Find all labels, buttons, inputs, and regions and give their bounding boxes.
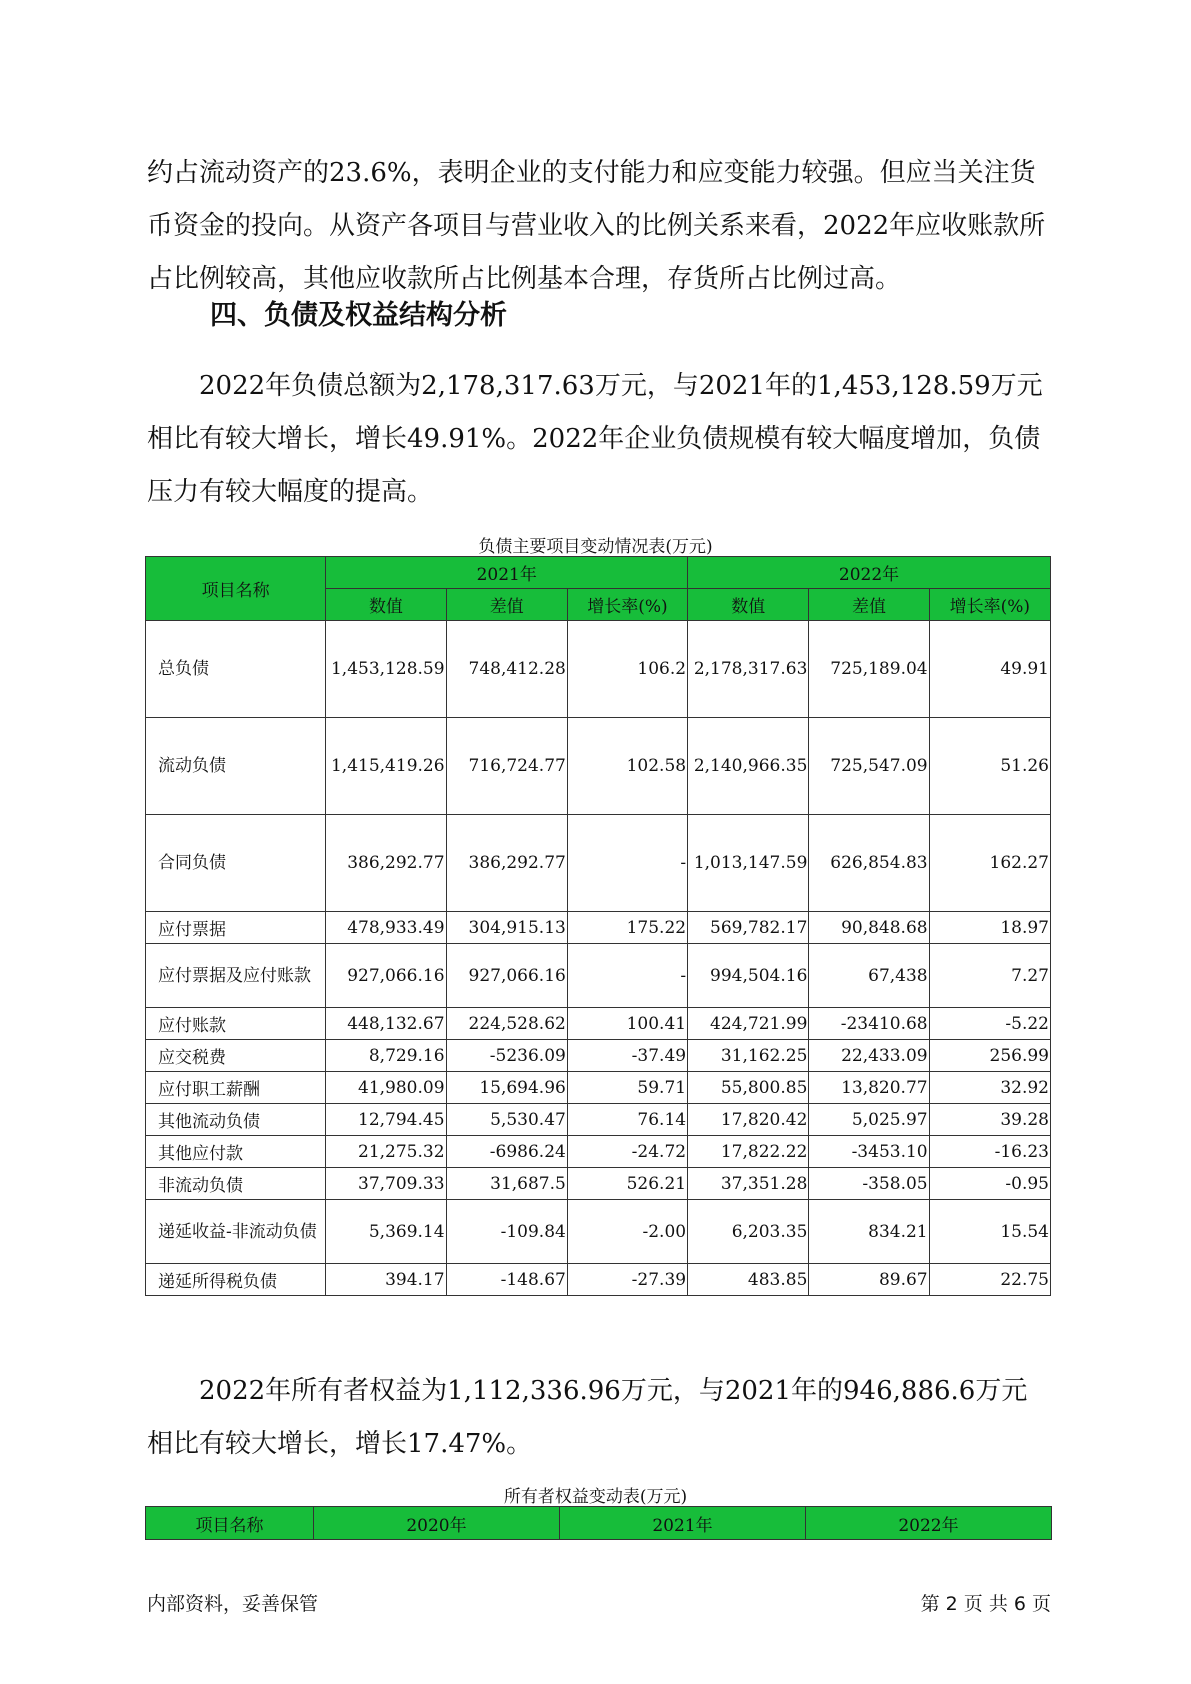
- equity-header-year: 2021年: [560, 1507, 806, 1540]
- cell-rate-2021: 59.71: [567, 1072, 687, 1104]
- page-number: 第 2 页 共 6 页: [920, 1593, 1051, 1615]
- cell-rate-2021: -: [567, 815, 687, 912]
- cell-value-2021: 21,275.32: [326, 1136, 446, 1168]
- table-row: [146, 1168, 1051, 1200]
- cell-rate-2022: 15.54: [929, 1200, 1050, 1264]
- cell-value-2022: 1,013,147.59: [688, 815, 809, 912]
- cell-rate-2021: 526.21: [567, 1168, 687, 1200]
- equity-header-year: 2022年: [806, 1507, 1052, 1540]
- liability-table-caption: 负债主要项目变动情况表(万元): [478, 537, 713, 557]
- equity-summary-paragraph: 2022年所有者权益为1,112,336.96万元，与2021年的946,886.6万元相比有较大增长，增长17.47%。: [147, 1376, 1028, 1459]
- cell-diff-2021: 748,412.28: [446, 621, 567, 718]
- cell-diff-2022: 67,438: [809, 944, 929, 1008]
- cell-rate-2022: 32.92: [929, 1072, 1050, 1104]
- cell-diff-2021: 224,528.62: [446, 1008, 567, 1040]
- cell-value-2022: 569,782.17: [688, 912, 809, 944]
- cell-value-2021: 12,794.45: [326, 1104, 446, 1136]
- intro-paragraph: 约占流动资产的23.6%，表明企业的支付能力和应变能力较强。但应当关注货币资金的投向。从资产各项目与营业收入的比例关系来看，2022年应收账款所占比例较高，其他应收款所占比例基本合理，存货所占比例过高。: [147, 158, 1046, 294]
- row-item-name: 应付账款: [146, 1008, 326, 1040]
- cell-diff-2022: 725,189.04: [809, 621, 929, 718]
- cell-rate-2021: 102.58: [567, 718, 687, 815]
- cell-diff-2022: 725,547.09: [809, 718, 929, 815]
- cell-rate-2021: -24.72: [567, 1136, 687, 1168]
- liability-table: [145, 556, 1051, 1296]
- cell-diff-2021: 386,292.77: [446, 815, 567, 912]
- cell-diff-2022: 22,433.09: [809, 1040, 929, 1072]
- row-item-name: 递延收益-非流动负债: [146, 1200, 326, 1264]
- cell-diff-2021: -109.84: [446, 1200, 567, 1264]
- cell-value-2022: 2,140,966.35: [688, 718, 809, 815]
- cell-diff-2022: 89.67: [809, 1264, 929, 1296]
- equity-table-caption: 所有者权益变动表(万元): [503, 1487, 688, 1507]
- row-item-name: 非流动负债: [146, 1168, 326, 1200]
- section-heading: 四、负债及权益结构分析: [210, 300, 507, 331]
- cell-value-2022: 424,721.99: [688, 1008, 809, 1040]
- cell-rate-2021: -37.49: [567, 1040, 687, 1072]
- cell-diff-2021: 716,724.77: [446, 718, 567, 815]
- row-item-name: 应付职工薪酬: [146, 1072, 326, 1104]
- cell-value-2021: 394.17: [326, 1264, 446, 1296]
- cell-value-2022: 6,203.35: [688, 1200, 809, 1264]
- table-row: [146, 1264, 1051, 1296]
- cell-diff-2022: -3453.10: [809, 1136, 929, 1168]
- cell-value-2021: 1,453,128.59: [326, 621, 446, 718]
- header-value: 数值: [688, 589, 809, 621]
- cell-diff-2021: 304,915.13: [446, 912, 567, 944]
- cell-value-2021: 448,132.67: [326, 1008, 446, 1040]
- cell-rate-2021: -2.00: [567, 1200, 687, 1264]
- liability-summary-paragraph: 2022年负债总额为2,178,317.63万元，与2021年的1,453,128.59万元相比有较大增长，增长49.91%。2022年企业负债规模有较大幅度增加，负债压力有较大幅度的提高。: [147, 371, 1043, 507]
- cell-rate-2022: 51.26: [929, 718, 1050, 815]
- cell-value-2021: 5,369.14: [326, 1200, 446, 1264]
- cell-rate-2022: -5.22: [929, 1008, 1050, 1040]
- table-row: [146, 1200, 1051, 1264]
- cell-diff-2021: -5236.09: [446, 1040, 567, 1072]
- header-rate: 增长率(%): [567, 589, 687, 621]
- row-item-name: 应付票据及应付账款: [146, 944, 326, 1008]
- cell-value-2022: 31,162.25: [688, 1040, 809, 1072]
- header-diff: 差值: [446, 589, 567, 621]
- cell-rate-2021: 175.22: [567, 912, 687, 944]
- cell-value-2022: 2,178,317.63: [688, 621, 809, 718]
- header-year-2021: 2021年: [326, 557, 688, 589]
- header-value: 数值: [326, 589, 446, 621]
- cell-diff-2021: -6986.24: [446, 1136, 567, 1168]
- cell-rate-2022: 39.28: [929, 1104, 1050, 1136]
- cell-value-2021: 478,933.49: [326, 912, 446, 944]
- row-item-name: 流动负债: [146, 718, 326, 815]
- cell-value-2022: 55,800.85: [688, 1072, 809, 1104]
- cell-value-2021: 927,066.16: [326, 944, 446, 1008]
- equity-header-year: 2020年: [314, 1507, 560, 1540]
- cell-rate-2022: 49.91: [929, 621, 1050, 718]
- header-item-name: 项目名称: [146, 557, 326, 621]
- table-row: [146, 944, 1051, 1008]
- cell-diff-2022: 13,820.77: [809, 1072, 929, 1104]
- cell-diff-2022: -358.05: [809, 1168, 929, 1200]
- row-item-name: 应付票据: [146, 912, 326, 944]
- table-row: [146, 1104, 1051, 1136]
- row-item-name: 递延所得税负债: [146, 1264, 326, 1296]
- table-row: [146, 815, 1051, 912]
- cell-value-2022: 17,822.22: [688, 1136, 809, 1168]
- cell-rate-2022: 22.75: [929, 1264, 1050, 1296]
- cell-value-2021: 1,415,419.26: [326, 718, 446, 815]
- header-year-2022: 2022年: [688, 557, 1051, 589]
- cell-value-2021: 41,980.09: [326, 1072, 446, 1104]
- cell-rate-2021: -27.39: [567, 1264, 687, 1296]
- row-item-name: 合同负债: [146, 815, 326, 912]
- table-row: [146, 1072, 1051, 1104]
- equity-table: [145, 1506, 1052, 1540]
- cell-rate-2021: 100.41: [567, 1008, 687, 1040]
- row-item-name: 应交税费: [146, 1040, 326, 1072]
- cell-value-2022: 17,820.42: [688, 1104, 809, 1136]
- cell-diff-2021: 15,694.96: [446, 1072, 567, 1104]
- cell-rate-2021: 106.2: [567, 621, 687, 718]
- cell-diff-2022: 90,848.68: [809, 912, 929, 944]
- header-diff: 差值: [809, 589, 929, 621]
- table-row: [146, 718, 1051, 815]
- header-rate: 增长率(%): [929, 589, 1050, 621]
- cell-diff-2021: 5,530.47: [446, 1104, 567, 1136]
- cell-value-2021: 37,709.33: [326, 1168, 446, 1200]
- table-row: [146, 1040, 1051, 1072]
- row-item-name: 其他流动负债: [146, 1104, 326, 1136]
- cell-value-2021: 386,292.77: [326, 815, 446, 912]
- cell-value-2022: 37,351.28: [688, 1168, 809, 1200]
- table-row: [146, 621, 1051, 718]
- cell-rate-2022: 18.97: [929, 912, 1050, 944]
- cell-diff-2022: 5,025.97: [809, 1104, 929, 1136]
- table-row: [146, 1136, 1051, 1168]
- cell-rate-2022: -0.95: [929, 1168, 1050, 1200]
- cell-diff-2022: 834.21: [809, 1200, 929, 1264]
- cell-diff-2021: 31,687.5: [446, 1168, 567, 1200]
- cell-diff-2021: -148.67: [446, 1264, 567, 1296]
- cell-value-2022: 483.85: [688, 1264, 809, 1296]
- cell-diff-2021: 927,066.16: [446, 944, 567, 1008]
- cell-rate-2021: -: [567, 944, 687, 1008]
- cell-rate-2022: 7.27: [929, 944, 1050, 1008]
- row-item-name: 总负债: [146, 621, 326, 718]
- cell-rate-2021: 76.14: [567, 1104, 687, 1136]
- cell-diff-2022: 626,854.83: [809, 815, 929, 912]
- table-row: [146, 912, 1051, 944]
- footer-note: 内部资料，妥善保管: [147, 1593, 319, 1615]
- cell-value-2021: 8,729.16: [326, 1040, 446, 1072]
- row-item-name: 其他应付款: [146, 1136, 326, 1168]
- cell-rate-2022: 162.27: [929, 815, 1050, 912]
- cell-value-2022: 994,504.16: [688, 944, 809, 1008]
- table-row: [146, 1008, 1051, 1040]
- cell-rate-2022: -16.23: [929, 1136, 1050, 1168]
- cell-diff-2022: -23410.68: [809, 1008, 929, 1040]
- cell-rate-2022: 256.99: [929, 1040, 1050, 1072]
- equity-header-item-name: 项目名称: [146, 1507, 314, 1540]
